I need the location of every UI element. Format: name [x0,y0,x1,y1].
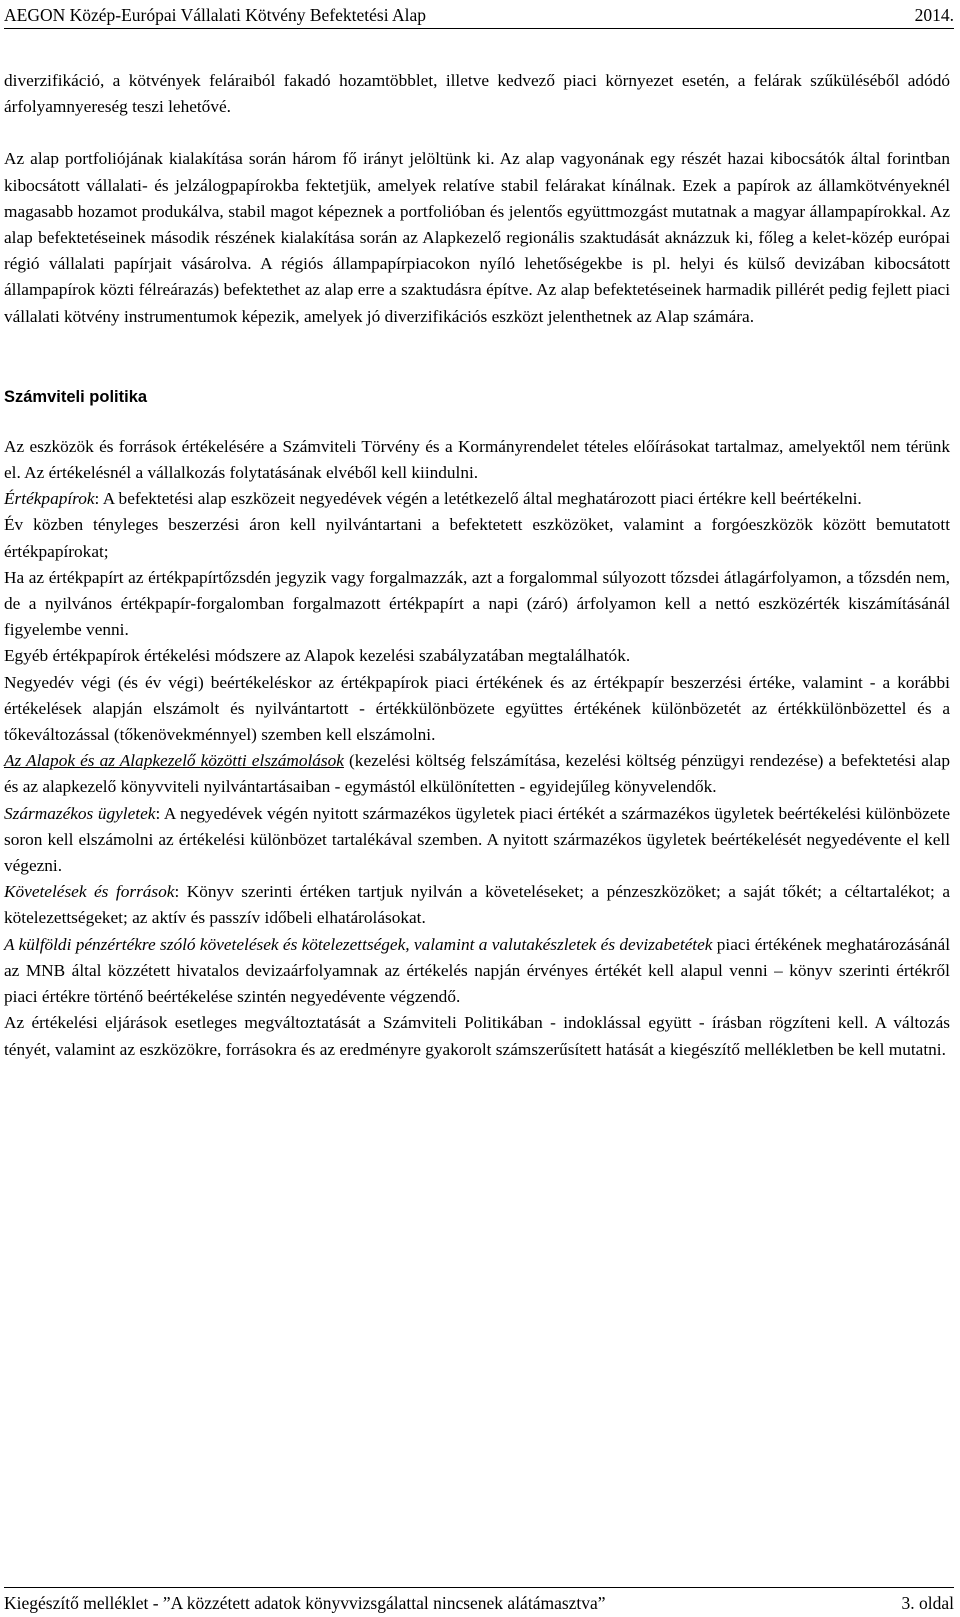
accounting-paragraph-4: Ha az értékpapírt az értékpapírtőzsdén jegyzik vagy forgalmazzák, azt a forgalommal súlyozott tőzsdei átlagárfolyamon, a tőzsdén nem, de a nyilvános értékpapír-forgalomban forgalmazott értékpapírt a napi (záró) árfolyamon kell a nettó eszközérték kiszámításánál figyelembe venni. [4,567,950,640]
page-header [4,0,954,29]
securities-text: : A befektetési alap eszközeit negyedévek végén a letétkezelő által meghatározott piaci értékre kell beértékelni. [94,489,862,509]
intro-paragraph-2: Az alap portfoliójának kialakítása során három fő irányt jelöltünk ki. Az alap vagyonának egy részét hazai kibocsátók által forintban kibocsátott vállalati- és jelzálogpapírokba fektetjük, amelyek relatíve stabil felárakat kínálnak. Ezek a papírok az államkötvényeknél magasabb hozamot produkálva, stabil magot képeznek a portfolióban és jelentős együttmozgást mutatnak a magyar állampapírokkal. Az alap befektetéseinek második részének kialakítása során az Alapkezelő regionális szaktudását aknázzuk ki, főleg a kelet-közép európai régió vállalati papírjait vásárolva. A régiós állampapírpiacokon nyíló lehetőségekbe is pl. helyi és külső devizában kibocsátott állampapírok közti félreárazás) befektethet az alap erre a szaktudásra építve. Az alap befektetéseinek harmadik pillérét pedig fejlett piaci vállalati kötvény instrumentumok képezik, amelyek jó diverzifikációs eszközt jelenthetnek az Alap számára. [4,149,950,326]
securities-lead: Értékpapírok [4,489,95,509]
accounting-paragraph-securities [4,486,950,512]
accounting-paragraph-settlements [4,748,950,800]
foreign-text: piaci értékének meghatározásánál az MNB által közzétett hivatalos devizaárfolyamnak az értékelés napján érvényes értékét kell alapul venni – könyv szerinti értékről piaci értékre történő beértékelése szintén negyedévente végzendő. [4,934,950,1007]
accounting-paragraph-foreign [4,932,950,1011]
settlements-text: (kezelési költség felszámítása, kezelési költség pénzügyi rendezése) a befektetési alap és az alapkezelő könyvviteli nyilvántartásaiban - egymástól elkülönítetten - egyidejűleg könyvelendők. [4,751,950,797]
accounting-paragraph-1: Az eszközök és források értékelésére a Számviteli Törvény és a Kormányrendelet tételes előírásokat tartalmaz, amelyektől nem térünk el. Az értékelésnél a vállalkozás folytatásának elvéből kell kiindulni. [4,436,950,483]
derivatives-lead: Származékos ügyletek [4,803,156,823]
accounting-paragraph-receivables [4,879,950,931]
accounting-paragraph-5: Egyéb értékpapírok értékelési módszere az Alapok kezelési szabályzatában megtalálhatók. [4,646,631,666]
accounting-paragraph-derivatives [4,801,950,880]
page-number: 3. oldal [901,1593,954,1613]
derivatives-text: : A negyedévek végén nyitott származékos ügyletek piaci értékét a származékos ügyletek beértékelési különbözete soron kell elszámolni az értékelési különbözet tartalékával szemben. A nyitott származékos ügyletek beértékelését negyedévente el kell végezni. [4,803,951,876]
accounting-paragraph-6: Negyedév végi (és év végi) beértékeléskor az értékpapírok piaci értékének és az értékpapír beszerzési értéke, valamint - a korábbi értékelések alapján elszámolt és nyilvántartott - értékkülönbözete együttes értékének különbözetét az értékkülönbözettel és a tőkeváltozással (tőkenövekménnyel) szemben kell elszámolni. [4,672,950,745]
accounting-paragraph-3: Év közben tényleges beszerzési áron kell nyilvántartani a befektetett eszközöket, valamint a forgóeszközök között bemutatott értékpapírokat; [4,515,950,561]
header-title: AEGON Közép-Európai Vállalati Kötvény Befektetési Alap [4,5,426,25]
foreign-lead: A külföldi pénzértékre szóló követelések és kötelezettségek, valamint a valutakészletek és devizabetétek [4,934,713,954]
accounting-paragraph-11: Az értékelési eljárások esetleges megváltoztatását a Számviteli Politikában - indoklással együtt - írásban rögzíteni kell. A változás tényét, valamint az eszközökre, forrásokra és az eredményre gyakorolt számszerűsített hatását a kiegészítő mellékletben be kell mutatni. [4,1013,950,1059]
page-footer [4,1587,954,1615]
footer-note: Kiegészítő melléklet - ”A közzétett adatok könyvvizsgálattal nincsenek alátámasztva” [4,1593,606,1613]
page-content [4,68,950,1063]
settlements-lead: Az Alapok és az Alapkezelő közötti elszámolások [4,751,344,771]
section-title: Számviteli politika [4,387,148,406]
intro-paragraph-1: diverzifikáció, a kötvények feláraiból fakadó hozamtöbblet, illetve kedvező piaci környezet esetén, a felárak szűküléséből adódó árfolyamnyereség teszi lehetővé. [4,71,950,117]
header-year: 2014. [914,5,954,25]
receivables-lead: Követelések és források [4,882,175,902]
receivables-text: : Könyv szerinti értéken tartjuk nyilván a követeléseket; a pénzeszközöket; a saját tőkét; a céltartalékot; a kötelezettségeket; az aktív és passzív időbeli elhatárolásokat. [4,882,950,928]
